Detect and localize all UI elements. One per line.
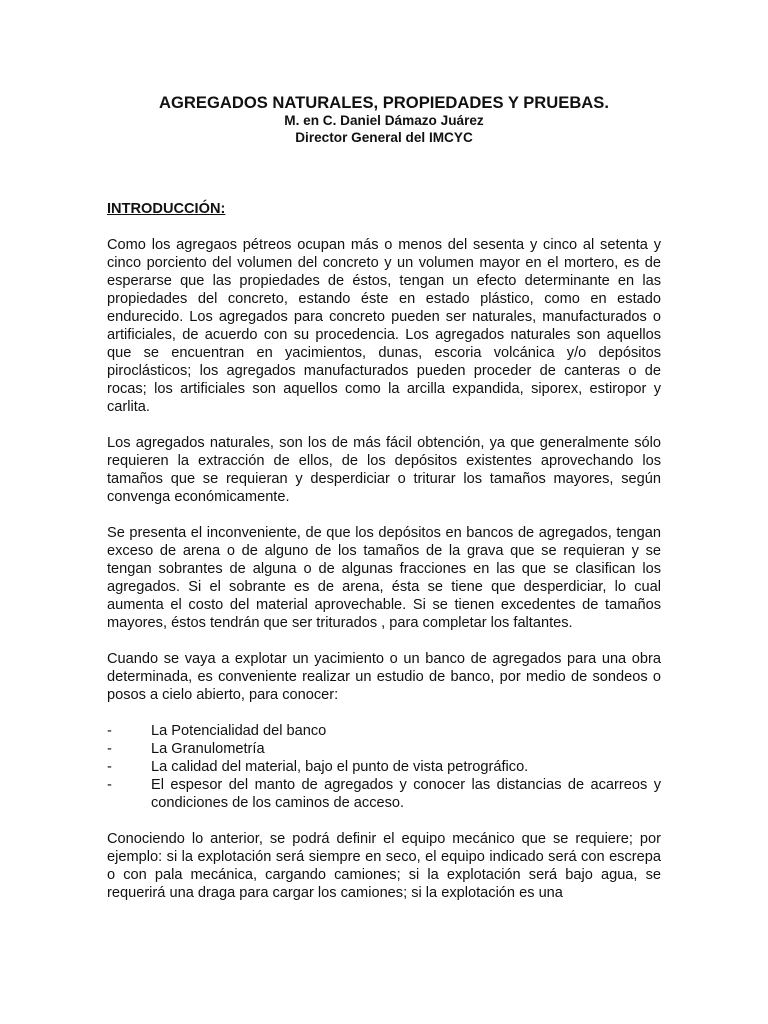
bullet-dash: - <box>107 759 112 775</box>
document-body <box>107 200 661 902</box>
paragraph: Se presenta el inconveniente, de que los depósitos en bancos de agregados, tengan exceso de arena o de alguno de los tamaños de la grava que se requieran y se tengan sobrantes de alguna o de algunas fracciones en las que se clasifican los agregados. Si el sobrante es de arena, ésta se tiene que desperdiciar, lo cual aumenta el costo del material aprovechable. Si se tienen excedentes de tamaños mayores, éstos tendrán que ser triturados , para completar los faltantes. <box>107 525 661 631</box>
bullet-list <box>107 722 661 812</box>
document-title: AGREGADOS NATURALES, PROPIEDADES Y PRUEBAS. <box>159 93 609 112</box>
list-item-text: La Granulometría <box>151 741 265 757</box>
paragraph: Cuando se vaya a explotar un yacimiento o un banco de agregados para una obra determinada, es conveniente realizar un estudio de banco, por medio de sondeos o posos a cielo abierto, para conocer: <box>107 651 661 703</box>
author-name: M. en C. Daniel Dámazo Juárez <box>284 113 484 128</box>
bullet-dash: - <box>107 741 112 757</box>
paragraph: Como los agregaos pétreos ocupan más o menos del sesenta y cinco al setenta y cinco porciento del volumen del concreto y un volumen mayor en el mortero, es de esperarse que las propiedades de éstos, tengan un efecto determinante en las propiedades del concreto, estando éste en estado plástico, como en estado endurecido. Los agregados para concreto pueden ser naturales, manufacturados o artificiales, de acuerdo con su procedencia. Los agregados naturales son aquellos que se encuentran en yacimientos, dunas, escoria volcánica y/o depósitos piroclásticos; los agregados manufacturados pueden proceder de canteras o de rocas; los artificiales son aquellos como la arcilla expandida, siporex, estiropor y carlita. <box>107 237 661 415</box>
list-item <box>107 722 661 740</box>
paragraph: Los agregados naturales, son los de más fácil obtención, ya que generalmente sólo requieren la extracción de ellos, de los depósitos existentes aprovechando los tamaños que se requieran y desperdiciar o triturar los tamaños mayores, según convenga económicamente. <box>107 435 661 505</box>
list-item-text: La calidad del material, bajo el punto de vista petrográfico. <box>151 759 529 775</box>
bullet-dash: - <box>107 723 112 739</box>
section-heading: INTRODUCCIÓN: <box>107 201 226 217</box>
list-item <box>107 740 661 758</box>
list-item <box>107 758 661 776</box>
author-position: Director General del IMCYC <box>295 130 473 145</box>
bullet-dash: - <box>107 777 112 793</box>
document-header <box>0 93 768 146</box>
list-item <box>107 776 661 812</box>
list-item-text: La Potencialidad del banco <box>151 723 327 739</box>
closing-paragraph: Conociendo lo anterior, se podrá definir el equipo mecánico que se requiere; por ejemplo: si la explotación será siempre en seco, el equipo indicado será con escrepa o con pala mecánica, cargando camiones; si la explotación será bajo agua, se requerirá una draga para cargar los camiones; si la explotación es una <box>107 831 661 901</box>
list-item-text: El espesor del manto de agregados y conocer las distancias de acarreos y condiciones de los caminos de acceso. <box>151 777 661 811</box>
